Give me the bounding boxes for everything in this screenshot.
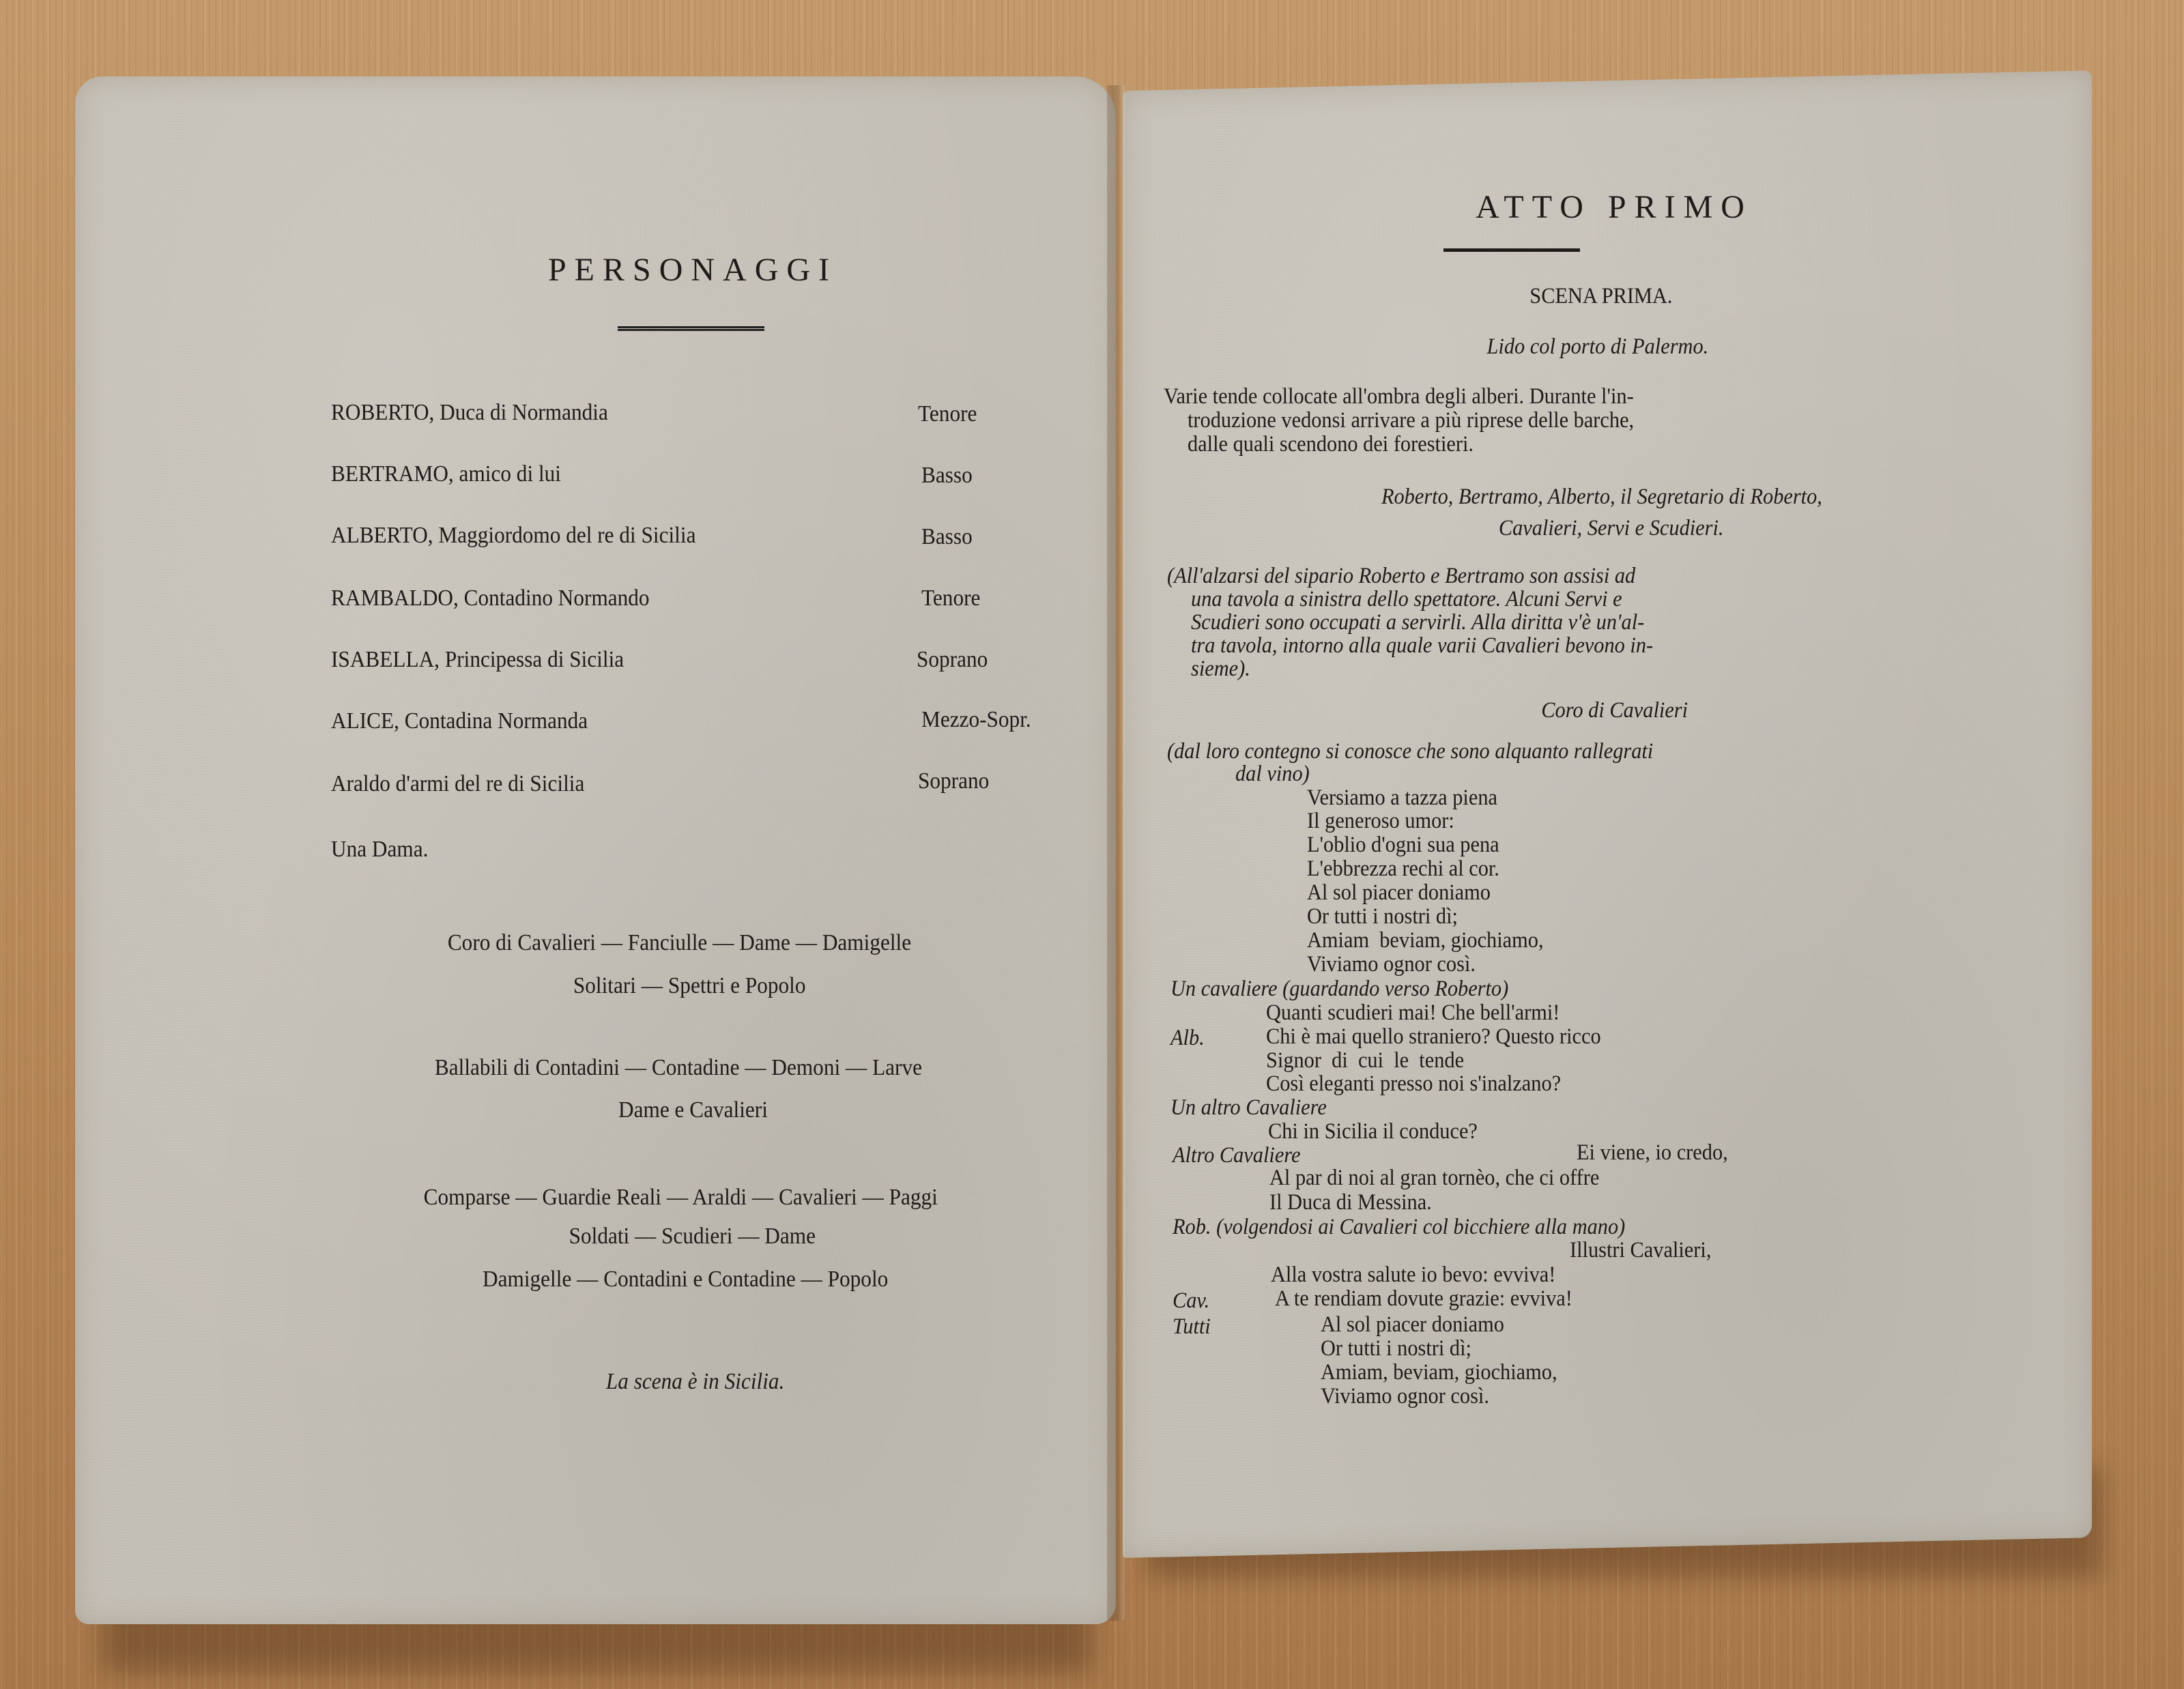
ensemble-line: Solitari — Spettri e Popolo: [573, 973, 806, 998]
dialogue-line: Chi è mai quello straniero? Questo ricco: [1266, 1024, 1601, 1049]
ensemble-line: Comparse — Guardie Reali — Araldi — Cavalieri — Paggi: [423, 1185, 938, 1210]
ensemble-line: Coro di Cavalieri — Fanciulle — Dame — Damigelle: [447, 930, 912, 955]
direction-line: Scudieri sono occupati a servirli. Alla diritta v'è un'al-: [1191, 610, 1645, 635]
cast-voice: Tenore: [918, 401, 977, 427]
ensemble-line: Damigelle — Contadini e Contadine — Popolo: [483, 1267, 889, 1292]
dialogue-line: Signor di cui le tende: [1266, 1048, 1465, 1073]
verse-line: Amiam beviam, giochiamo,: [1307, 928, 1544, 953]
dialogue-line: Illustri Cavalieri,: [1570, 1238, 1712, 1262]
scene-location: Lido col porto di Palermo.: [1486, 334, 1709, 359]
dialogue-line: Al par di noi al gran tornèo, che ci offre: [1269, 1166, 1600, 1190]
chorus-heading: Coro di Cavalieri: [1541, 698, 1689, 723]
dialogue-line: Amiam, beviam, giochiamo,: [1321, 1360, 1557, 1385]
setting-note: La scena è in Sicilia.: [605, 1369, 785, 1394]
verse-line: Or tutti i nostri dì;: [1307, 904, 1458, 929]
description-line: Varie tende collocate all'ombra degli alberi. Durante l'in-: [1164, 384, 1634, 409]
direction-line: una tavola a sinistra dello spettatore. Alcuni Servi e: [1191, 587, 1622, 611]
verse-line: Al sol piacer doniamo: [1307, 880, 1491, 905]
dialogue-line: Ei viene, io credo,: [1577, 1140, 1728, 1165]
speaker-label: Cav.: [1173, 1288, 1210, 1313]
verse-line: Viviamo ognor così.: [1307, 952, 1476, 977]
dialogue-line: A te rendiam dovute grazie: evviva!: [1275, 1286, 1572, 1311]
description-line: dalle quali scendono dei forestieri.: [1188, 432, 1474, 457]
dialogue-line: Al sol piacer doniamo: [1321, 1312, 1504, 1337]
dialogue-line: Quanti scudieri mai! Che bell'armi!: [1266, 1000, 1560, 1025]
cast-voice: Soprano: [917, 647, 988, 672]
title-rule: [1443, 248, 1580, 252]
cast-character: Araldo d'armi del re di Sicilia: [331, 771, 585, 796]
speaker-label: Un cavaliere (guardando verso Roberto): [1170, 977, 1509, 1001]
cast-character: ALBERTO, Maggiordomo del re di Sicilia: [331, 523, 696, 548]
speaker-label: Rob. (volgendosi ai Cavalieri col bicchiere alla mano): [1173, 1215, 1626, 1239]
cast-voice: Soprano: [918, 768, 990, 794]
characters-line: Roberto, Bertramo, Alberto, il Segretario di Roberto,: [1381, 485, 1822, 509]
ensemble-line: Dame e Cavalieri: [618, 1097, 768, 1123]
left-page: [75, 76, 1116, 1624]
dialogue-line: Alla vostra salute io bevo: evviva!: [1271, 1262, 1556, 1287]
chorus-direction-line: dal vino): [1235, 762, 1310, 786]
page-title-atto-primo: ATTO PRIMO: [1476, 189, 1753, 225]
cast-voice: Basso: [921, 524, 973, 549]
verse-line: L'oblio d'ogni sua pena: [1307, 833, 1499, 857]
dialogue-line: Or tutti i nostri dì;: [1321, 1336, 1471, 1361]
cast-character: ISABELLA, Principessa di Sicilia: [331, 647, 624, 672]
cast-character: BERTRAMO, amico di lui: [331, 461, 561, 487]
dialogue-line: Il Duca di Messina.: [1269, 1190, 1432, 1215]
scene-heading: SCENA PRIMA.: [1529, 284, 1673, 308]
cast-voice: Tenore: [921, 586, 981, 611]
cast-voice: Mezzo-Sopr.: [921, 707, 1031, 732]
cast-character: Una Dama.: [331, 837, 429, 862]
cast-character: ALICE, Contadina Normanda: [331, 708, 588, 734]
page-title-personaggi: PERSONAGGI: [547, 252, 838, 288]
verse-line: Versiamo a tazza piena: [1307, 785, 1498, 810]
direction-line: tra tavola, intorno alla quale varii Cavalieri bevono in-: [1191, 633, 1654, 658]
speaker-label: Alb.: [1170, 1026, 1205, 1050]
cast-character: RAMBALDO, Contadino Normando: [331, 586, 650, 611]
dialogue-line: Così eleganti presso noi s'inalzano?: [1266, 1071, 1562, 1096]
cast-character: ROBERTO, Duca di Normandia: [331, 400, 608, 425]
verse-line: L'ebbrezza rechi al cor.: [1307, 856, 1499, 881]
chorus-direction-line: (dal loro contegno si conosce che sono alquanto rallegrati: [1167, 739, 1654, 764]
title-double-rule: [618, 326, 764, 331]
dialogue-line: Viviamo ognor così.: [1321, 1384, 1489, 1409]
verse-line: Il generoso umor:: [1307, 809, 1454, 833]
ensemble-line: Ballabili di Contadini — Contadine — Demoni — Larve: [434, 1055, 923, 1080]
cast-voice: Basso: [921, 463, 973, 488]
book-gutter: [1107, 85, 1125, 1621]
speaker-label: Un altro Cavaliere: [1170, 1095, 1327, 1120]
characters-line: Cavalieri, Servi e Scudieri.: [1498, 516, 1724, 540]
direction-line: (All'alzarsi del sipario Roberto e Bertramo son assisi ad: [1167, 564, 1636, 588]
ensemble-line: Soldati — Scudieri — Dame: [569, 1224, 816, 1249]
speaker-label: Altro Cavaliere: [1173, 1143, 1301, 1168]
description-line: troduzione vedonsi arrivare a più riprese delle barche,: [1188, 408, 1635, 433]
dialogue-line: Chi in Sicilia il conduce?: [1268, 1119, 1478, 1144]
speaker-label: Tutti: [1173, 1314, 1211, 1339]
direction-line: sieme).: [1191, 656, 1250, 681]
